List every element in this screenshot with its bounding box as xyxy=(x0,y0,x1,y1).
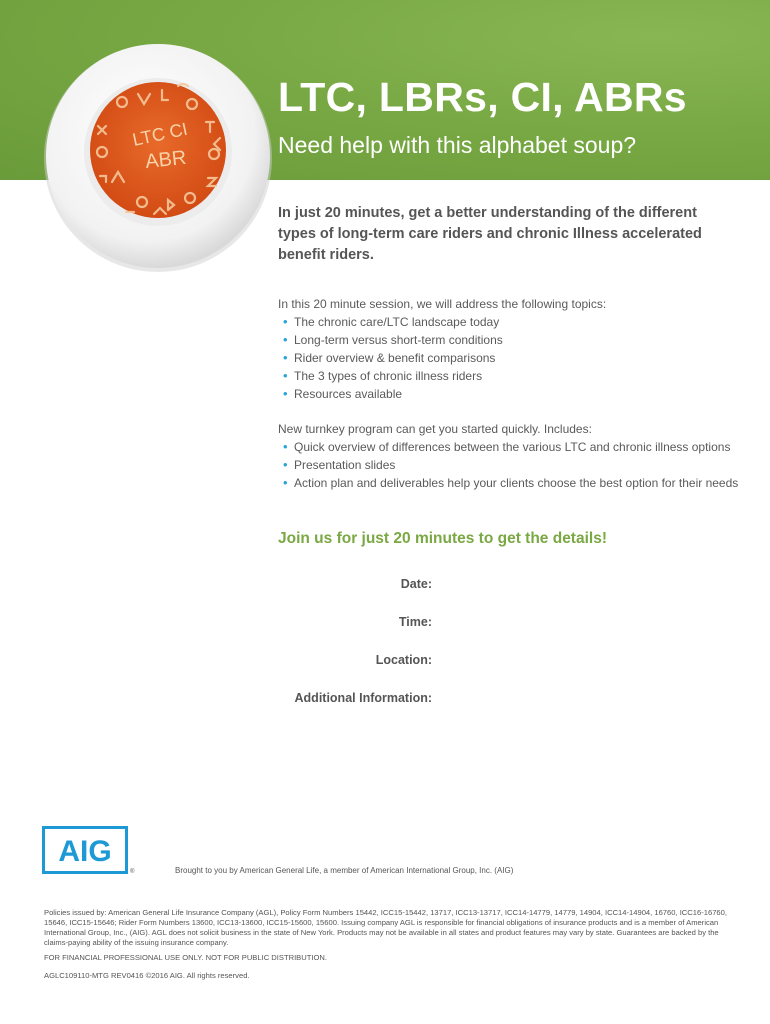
program-lead: New turnkey program can get you started quickly. Includes: xyxy=(278,422,592,436)
headline: LTC, LBRs, CI, ABRs xyxy=(278,74,687,120)
bullet-icon: • xyxy=(283,457,288,472)
soup-letters-2: ABR xyxy=(144,146,188,173)
bullet-icon: • xyxy=(283,350,288,365)
list-item-text: The 3 types of chronic illness riders xyxy=(294,369,483,383)
list-item-text: Rider overview & benefit comparisons xyxy=(294,351,496,365)
bullet-icon: • xyxy=(283,314,288,329)
list-item xyxy=(280,474,750,492)
list-item-text: Action plan and deliverables help your clients choose the best option for their needs xyxy=(294,476,739,490)
bullet-icon: • xyxy=(283,475,288,490)
soup-letters-1: LTC CI xyxy=(130,118,190,150)
policies-disclaimer: Policies issued by: American General Life Insurance Company (AGL), Policy Form Numbers 15442, ICC15-15442, 13717, ICC13-13717, ICC14-14779, 14779, 14904, ICC14-14904, 16760, ICC16-16760, 15646, ICC15-15646; Rider Form Numbers 13600, ICC13-13600, ICC15-15600, 15600. Issuing company AGL is responsible for financial obligations of insurance products and is a member of American International Group, Inc., (AIG). AGL does not solicit business in the state of New York. Products may not be available in all states and product features may vary by state. Guarantees are backed by the claims-paying ability of the issuing insurance company. xyxy=(44,908,727,947)
list-item xyxy=(280,313,750,331)
list-item-text: Presentation slides xyxy=(294,458,396,472)
use-only-notice: FOR FINANCIAL PROFESSIONAL USE ONLY. NOT FOR PUBLIC DISTRIBUTION. xyxy=(44,953,327,962)
list-item-text: The chronic care/LTC landscape today xyxy=(294,315,500,329)
aig-logo xyxy=(42,826,128,874)
list-item xyxy=(280,385,750,403)
intro-paragraph: In just 20 minutes, get a better understanding of the different types of long-term care riders and chronic Illness accelerated benefit riders. xyxy=(278,205,702,263)
list-item-text: Resources available xyxy=(294,387,403,401)
list-item-text: Quick overview of differences between the various LTC and chronic illness options xyxy=(294,440,731,454)
list-item xyxy=(280,456,750,474)
topics-lead: In this 20 minute session, we will address the following topics: xyxy=(278,297,607,311)
list-item xyxy=(280,438,750,456)
brought-by-text: Brought to you by American General Life, a member of American International Group, Inc. (AIG) xyxy=(175,866,514,875)
list-item xyxy=(280,367,750,385)
topics-list xyxy=(280,313,750,403)
soup-bowl-image xyxy=(42,42,274,274)
program-list xyxy=(280,438,750,492)
additional-info-label: Additional Information: xyxy=(294,691,432,705)
bullet-icon: • xyxy=(283,439,288,454)
location-label: Location: xyxy=(375,653,432,667)
subheadline: Need help with this alphabet soup? xyxy=(278,132,637,158)
bullet-icon: • xyxy=(283,332,288,347)
bullet-icon: • xyxy=(283,386,288,401)
list-item xyxy=(280,331,750,349)
date-label: Date: xyxy=(400,577,432,591)
list-item xyxy=(280,349,750,367)
time-label: Time: xyxy=(398,615,432,629)
bullet-icon: • xyxy=(283,368,288,383)
aig-logo-text: AIG xyxy=(58,835,112,868)
call-to-action: Join us for just 20 minutes to get the details! xyxy=(278,530,607,547)
list-item-text: Long-term versus short-term conditions xyxy=(294,333,503,347)
document-code: AGLC109110-MTG REV0416 ©2016 AIG. All rights reserved. xyxy=(44,971,250,980)
registered-mark: ® xyxy=(130,869,135,875)
